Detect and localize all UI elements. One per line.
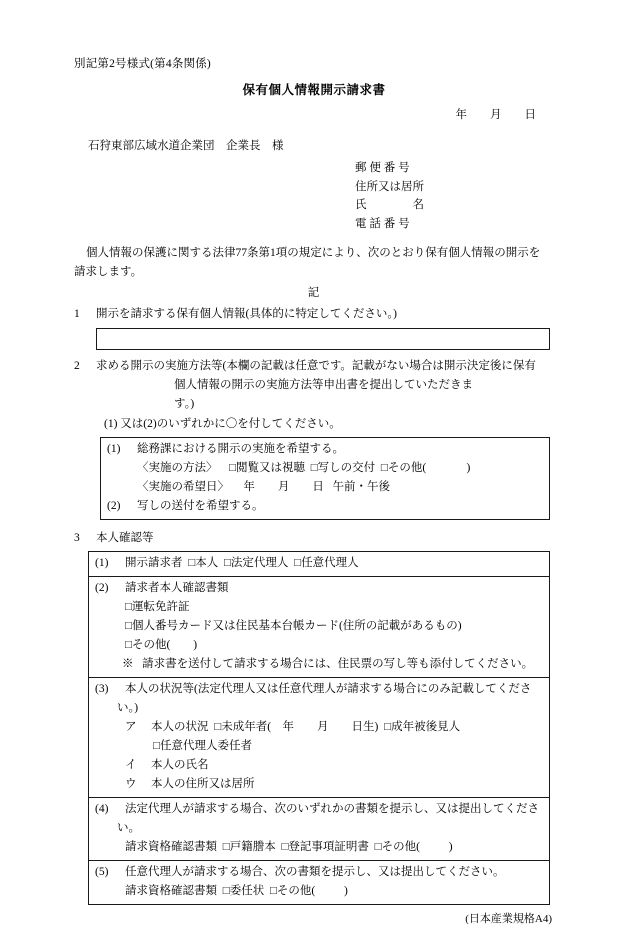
form-number: 別記第2号様式(第4条関係) bbox=[74, 58, 211, 70]
voluntary-docs-other-input[interactable] bbox=[315, 885, 344, 897]
applicant-info-block bbox=[74, 159, 554, 233]
table-row bbox=[89, 577, 550, 678]
legal-docs-other-input[interactable] bbox=[420, 841, 449, 853]
table-row bbox=[89, 798, 550, 861]
addressee: 石狩東部広域水道企業団 企業長 様 bbox=[88, 140, 284, 152]
checkbox-minor-label: 未成年者( bbox=[221, 721, 272, 733]
verify-row-4-label: (4) bbox=[95, 803, 109, 815]
table-row bbox=[89, 861, 550, 905]
section-2-number: 2 bbox=[74, 360, 80, 372]
id-note-line bbox=[95, 655, 545, 674]
verify-row-2-label: (2) bbox=[95, 582, 109, 594]
checkbox-icon: □ bbox=[222, 885, 230, 897]
verify-row-4-line-1 bbox=[95, 800, 545, 819]
identity-verification-table bbox=[88, 551, 550, 905]
legal-docs-label: 請求資格確認書類 bbox=[125, 841, 217, 853]
checkbox-icon: □ bbox=[269, 885, 277, 897]
note-mark: ※ bbox=[122, 658, 134, 670]
verify-row-5-line bbox=[95, 863, 545, 882]
checkbox-drivers-license[interactable] bbox=[95, 598, 545, 617]
checkbox-icon: □ bbox=[294, 557, 302, 569]
checkbox-icon: □ bbox=[374, 841, 382, 853]
verify-row-1-line bbox=[95, 554, 545, 573]
checkbox-id-other[interactable] bbox=[125, 639, 170, 651]
table-row bbox=[89, 678, 550, 798]
applicant-field-address: 住所又は居所 bbox=[355, 180, 424, 193]
checkbox-icon: □ bbox=[223, 557, 231, 569]
disclosure-method-table bbox=[100, 437, 550, 520]
section-2-heading-line-3: す。) bbox=[174, 398, 195, 410]
checkbox-icon: □ bbox=[153, 740, 160, 752]
method-row-2-line bbox=[107, 497, 545, 516]
checkbox-registration-certificate[interactable] bbox=[281, 841, 368, 853]
verify-row-3-label: (3) bbox=[95, 683, 109, 695]
section-3-number: 3 bbox=[74, 532, 80, 544]
sub-item-i-kana: イ bbox=[125, 759, 137, 771]
checkbox-icon: □ bbox=[384, 721, 392, 733]
checkbox-registration-certificate-label: 登記事項証明書 bbox=[288, 841, 369, 853]
checkbox-icon: □ bbox=[281, 841, 289, 853]
checkbox-copy-delivery-label: 写しの交付 bbox=[317, 462, 376, 474]
id-other-input[interactable] bbox=[170, 639, 193, 651]
checkbox-icon: □ bbox=[214, 721, 222, 733]
checkbox-adult-ward[interactable] bbox=[384, 721, 460, 733]
verify-row-1-label: (1) bbox=[95, 557, 109, 569]
checkbox-legal-representative[interactable] bbox=[224, 557, 288, 569]
minor-birthdate-fields[interactable]: 年 月 日生) bbox=[282, 721, 379, 733]
sub-item-u-kana: ウ bbox=[125, 778, 137, 790]
checkbox-viewing-label: 閲覧又は視聴 bbox=[235, 462, 305, 474]
verify-row-3-text-2: い。) bbox=[117, 702, 139, 714]
checkbox-icon: □ bbox=[125, 639, 132, 651]
document-content bbox=[74, 55, 554, 929]
implementation-date-line bbox=[107, 478, 545, 497]
body-line-1: 個人情報の保護に関する法律77条第1項の規定により、次のとおり保有個人情報の開示を bbox=[86, 247, 541, 259]
checkbox-voluntary-representative[interactable] bbox=[294, 557, 358, 569]
checkbox-legal-docs-other-label: その他( bbox=[381, 841, 420, 853]
note-text: 請求書を送付して請求する場合には、住民票の写し等も添付してください。 bbox=[142, 658, 534, 670]
checkbox-requester-self-label: 本人 bbox=[195, 557, 219, 569]
table-row bbox=[89, 552, 550, 577]
checkbox-legal-docs-other[interactable] bbox=[375, 841, 420, 853]
checkbox-voluntary-docs-other[interactable] bbox=[270, 885, 315, 897]
verify-row-3-line-1 bbox=[95, 680, 545, 699]
section-2-heading-line-1: 求める開示の実施方法等(本欄の記載は任意です。記載がない場合は開示決定後に保有 bbox=[96, 360, 536, 372]
method-other-input[interactable] bbox=[426, 462, 466, 474]
person-name-line bbox=[95, 756, 545, 775]
checkbox-my-number-card-label: 個人番号カード又は住民基本台帳カード(住所の記載があるもの) bbox=[131, 620, 462, 632]
verify-row-4-text-2: い。 bbox=[117, 822, 140, 834]
checkbox-viewing[interactable] bbox=[229, 462, 305, 474]
checkbox-my-number-card[interactable] bbox=[95, 617, 545, 636]
person-address-line bbox=[95, 775, 545, 794]
verify-row-5-text: 任意代理人が請求する場合、次の書類を提示し、又は提出してください。 bbox=[125, 866, 505, 878]
footer-note: (日本産業規格A4) bbox=[465, 913, 552, 925]
implementation-date-fields[interactable]: 年 月 日 bbox=[243, 481, 324, 493]
implementation-date-label: 〈実施の希望日〉 bbox=[137, 481, 229, 493]
verify-row-4-text-1: 法定代理人が請求する場合、次のいずれかの書類を提示し、又は提出してくださ bbox=[125, 803, 539, 815]
body-line-2: 請求します。 bbox=[74, 266, 143, 278]
checkbox-adult-ward-label: 成年被後見人 bbox=[391, 721, 461, 733]
ki-mark: 記 bbox=[307, 287, 321, 299]
document-title: 保有個人情報開示請求書 bbox=[242, 83, 386, 97]
checkbox-icon: □ bbox=[222, 841, 230, 853]
verify-row-2-line bbox=[95, 579, 545, 598]
section-1-heading: 開示を請求する保有個人情報(具体的に特定してください。) bbox=[96, 308, 397, 320]
checkbox-id-other-line bbox=[95, 636, 545, 655]
checkbox-minor[interactable] bbox=[214, 721, 271, 733]
checkbox-power-of-attorney[interactable] bbox=[223, 885, 264, 897]
implementation-method-line bbox=[107, 459, 545, 478]
method-row-2-label: (2) bbox=[107, 500, 121, 512]
sub-item-a-kana: ア bbox=[125, 721, 137, 733]
checkbox-method-other[interactable] bbox=[381, 462, 426, 474]
applicant-field-postal-code: 郵 便 番 号 bbox=[355, 162, 410, 174]
voluntary-docs-other-close: ) bbox=[344, 885, 348, 897]
personal-info-input[interactable] bbox=[96, 328, 550, 350]
method-other-close: ) bbox=[466, 462, 471, 474]
checkbox-family-register[interactable] bbox=[223, 841, 276, 853]
method-row-1-text: 総務課における開示の実施を希望する。 bbox=[137, 443, 344, 455]
checkbox-copy-delivery[interactable] bbox=[311, 462, 375, 474]
checkbox-voluntary-docs-other-label: その他( bbox=[276, 885, 316, 897]
checkbox-method-other-label: その他( bbox=[387, 462, 427, 474]
checkbox-power-of-attorney-label: 委任状 bbox=[229, 885, 265, 897]
applicant-field-name: 氏 名 bbox=[355, 199, 424, 211]
method-row-1-line bbox=[107, 440, 545, 459]
checkbox-voluntary-delegator-label: 任意代理人委任者 bbox=[159, 740, 252, 752]
checkbox-voluntary-delegator[interactable] bbox=[95, 737, 545, 756]
person-status-label: 本人の状況 bbox=[151, 721, 209, 733]
date-line: 年 月 日 bbox=[455, 109, 536, 121]
checkbox-requester-self[interactable] bbox=[188, 557, 218, 569]
checkbox-icon: □ bbox=[310, 462, 318, 474]
checkbox-icon: □ bbox=[125, 601, 132, 613]
voluntary-docs-label: 請求資格確認書類 bbox=[125, 885, 217, 897]
id-other-close: ) bbox=[193, 639, 198, 651]
checkbox-icon: □ bbox=[380, 462, 388, 474]
ampm-choice[interactable]: 午前・午後 bbox=[332, 481, 390, 493]
section-2-heading bbox=[74, 357, 554, 434]
section-3 bbox=[74, 529, 554, 548]
legal-docs-other-close: ) bbox=[448, 841, 453, 853]
verify-row-5-label: (5) bbox=[95, 866, 109, 878]
checkbox-family-register-label: 戸籍謄本 bbox=[229, 841, 276, 853]
method-row-2-text: 写しの送付を希望する。 bbox=[137, 500, 264, 512]
checkbox-drivers-license-label: 運転免許証 bbox=[131, 601, 190, 613]
checkbox-id-other-label: その他( bbox=[131, 639, 171, 651]
method-row-1-label: (1) bbox=[107, 443, 121, 455]
verify-row-3-text-1: 本人の状況等(法定代理人又は任意代理人が請求する場合にのみ記載してくださ bbox=[125, 683, 532, 695]
section-2-instruction: (1) 又は(2)のいずれかに〇を付してください。 bbox=[104, 418, 341, 430]
implementation-method-label: 〈実施の方法〉 bbox=[137, 462, 218, 474]
checkbox-voluntary-representative-label: 任意代理人 bbox=[301, 557, 359, 569]
person-name-label: 本人の氏名 bbox=[151, 759, 209, 771]
body-paragraph bbox=[74, 244, 554, 282]
checkbox-legal-representative-label: 法定代理人 bbox=[230, 557, 289, 569]
voluntary-docs-line bbox=[95, 882, 545, 901]
person-status-line bbox=[95, 718, 545, 737]
legal-docs-line bbox=[95, 838, 545, 857]
checkbox-icon: □ bbox=[125, 620, 132, 632]
section-1-number: 1 bbox=[74, 308, 80, 320]
checkbox-icon: □ bbox=[188, 557, 196, 569]
verify-row-1-text: 開示請求者 bbox=[125, 557, 183, 569]
section-2 bbox=[74, 357, 554, 434]
section-3-heading: 本人確認等 bbox=[96, 532, 154, 544]
person-address-label: 本人の住所又は居所 bbox=[151, 778, 255, 790]
section-2-heading-line-2: 個人情報の開示の実施方法等申出書を提出していただきま bbox=[174, 379, 473, 391]
verify-row-2-text: 請求者本人確認書類 bbox=[125, 582, 229, 594]
checkbox-icon: □ bbox=[229, 462, 236, 474]
section-1 bbox=[74, 305, 554, 324]
applicant-field-phone: 電 話 番 号 bbox=[355, 217, 410, 230]
table-row bbox=[101, 438, 550, 520]
